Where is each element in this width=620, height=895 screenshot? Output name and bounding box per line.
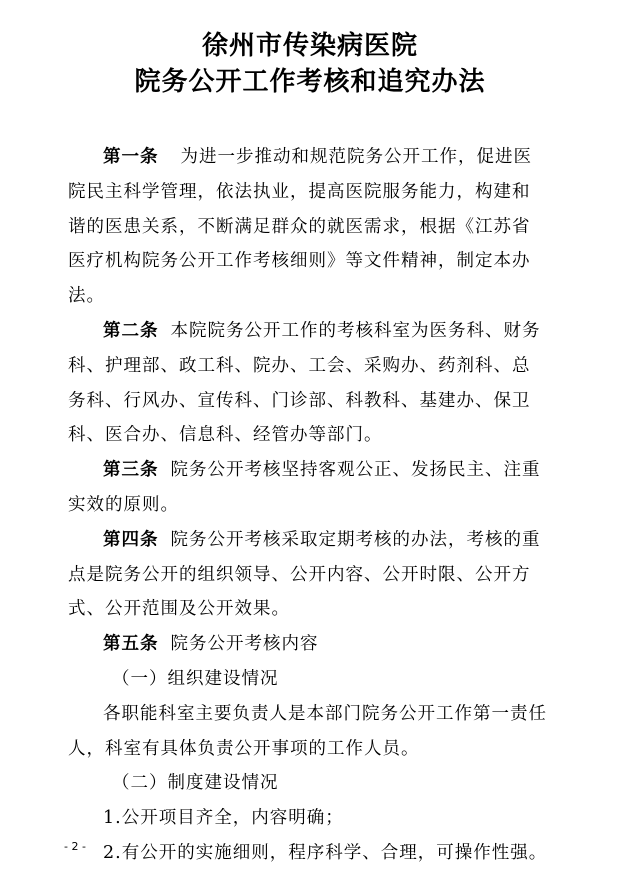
article-3 [68,453,548,523]
article-2 [68,314,548,453]
section-text-1: 各职能科室主要负责人是本部门院务公开工作第一责任人，科室有具体负责公开事项的工作人员。 [68,703,547,759]
article-1 [68,140,548,314]
article-label: 第三条 [103,460,159,481]
document-title-line1: 徐州市传染病医院 [201,31,418,61]
article-text: 院务公开考核坚持客观公正、发扬民主、注重实效的原则。 [68,460,541,515]
section-heading-1: （一）组织建设情况 [112,668,279,689]
article-text: 为进一步推动和规范院务公开工作，促进医院民主科学管理，依法执业，提高医院服务能力，构建和谐的医患关系，不断满足群众的就医需求，根据《江苏省医疗机构院务公开工作考核细则》等文件精神，制定本办法。 [68,147,532,307]
document-body [68,140,548,871]
article-label: 第二条 [103,320,159,341]
list-item: 1.公开项目齐全，内容明确； [103,808,344,829]
article-text: 院务公开考核采取定期考核的办法，考核的重点是院务公开的组织领导、公开内容、公开时限、公开方式、公开范围及公开效果。 [68,529,541,620]
section-heading-2: （二）制度建设情况 [112,773,279,794]
article-label: 第五条 [103,634,159,655]
list-item: 2.有公开的实施细则，程序科学、合理，可操作性强。 [103,842,548,863]
article-text: 本院院务公开工作的考核科室为医务科、财务科、护理部、政工科、院办、工会、采购办、药剂科、总务科、行风办、宣传科、门诊部、科教科、基建办、保卫科、医合办、信息科、经管办等部门。 [68,320,541,446]
page-number: - 2 - [64,840,86,853]
article-label: 第四条 [103,529,159,550]
article-4 [68,523,548,627]
document-title-line2: 院务公开工作考核和追究办法 [134,67,486,97]
article-5 [68,627,548,662]
article-text: 院务公开考核内容 [170,634,319,655]
article-label: 第一条 [103,147,159,167]
